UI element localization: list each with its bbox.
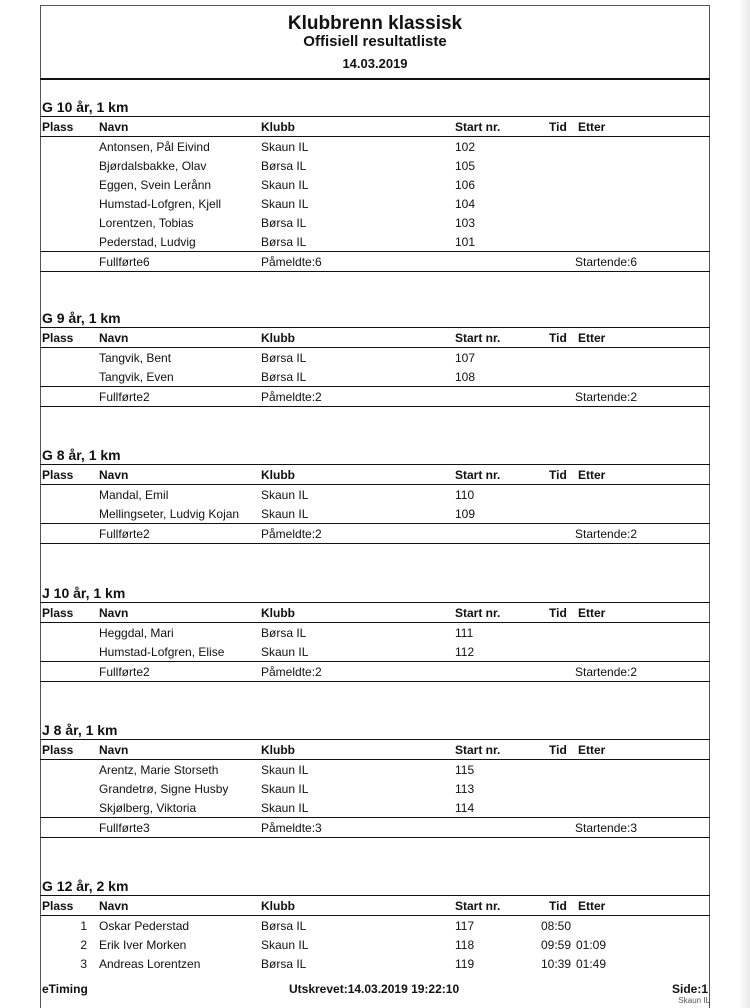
- col-navn: Navn: [99, 743, 129, 757]
- col-plass: Plass: [42, 606, 74, 620]
- col-tid: Tid: [549, 606, 567, 620]
- summary-row: [40, 818, 710, 837]
- cell-start-nr: 106: [455, 178, 476, 192]
- col-navn: Navn: [99, 606, 129, 620]
- column-header-row: [40, 117, 710, 136]
- col-klubb: Klubb: [261, 899, 295, 913]
- cell-name: Antonsen, Pål Eivind: [99, 140, 210, 154]
- cell-behind: 01:09: [576, 938, 607, 952]
- column-header-row: [40, 896, 710, 915]
- cell-start-nr: 104: [455, 197, 476, 211]
- cell-start-nr: 109: [455, 507, 476, 521]
- col-plass: Plass: [42, 331, 74, 345]
- col-plass: Plass: [42, 743, 74, 757]
- cell-name: Skjølberg, Viktoria: [99, 801, 197, 815]
- cell-start-nr: 115: [455, 763, 475, 777]
- summary-starters: Startende:3: [575, 821, 638, 835]
- col-tid: Tid: [549, 331, 567, 345]
- table-row: [40, 954, 710, 973]
- summary-starters: Startende:2: [575, 527, 638, 541]
- table-row: [40, 137, 710, 156]
- col-start-nr: Start nr.: [455, 331, 501, 345]
- cell-club: Skaun IL: [261, 938, 309, 952]
- col-tid: Tid: [549, 743, 567, 757]
- summary-bottom-rule: [40, 543, 710, 544]
- cell-club: Børsa IL: [261, 351, 307, 365]
- summary-row: [40, 252, 710, 271]
- col-start-nr: Start nr.: [455, 743, 501, 757]
- document-subtitle: Offisiell resultatliste: [303, 33, 447, 50]
- table-row: [40, 623, 710, 642]
- summary-registered: Påmeldte:3: [261, 821, 322, 835]
- col-navn: Navn: [99, 899, 129, 913]
- cell-name: Pederstad, Ludvig: [99, 235, 196, 249]
- table-row: [40, 348, 710, 367]
- footer-software: eTiming: [42, 982, 88, 996]
- col-klubb: Klubb: [261, 468, 295, 482]
- cell-time: 08:50: [541, 919, 572, 933]
- col-etter: Etter: [578, 743, 606, 757]
- summary-finished: Fullførte6: [99, 255, 150, 269]
- summary-bottom-rule: [40, 837, 710, 838]
- cell-club: Børsa IL: [261, 626, 307, 640]
- col-tid: Tid: [549, 899, 567, 913]
- cell-start-nr: 103: [455, 216, 476, 230]
- cell-time: 09:59: [541, 938, 572, 952]
- col-klubb: Klubb: [261, 743, 295, 757]
- cell-start-nr: 105: [455, 159, 476, 173]
- cell-name: Humstad-Lofgren, Elise: [99, 645, 225, 659]
- document-date: 14.03.2019: [342, 56, 408, 71]
- table-row: [40, 935, 710, 954]
- cell-place: 1: [80, 919, 87, 933]
- footer-page-number: Side:1: [671, 982, 708, 996]
- summary-bottom-rule: [40, 681, 710, 682]
- cell-start-nr: 111: [455, 626, 474, 640]
- table-row: [40, 916, 710, 935]
- col-etter: Etter: [578, 331, 606, 345]
- cell-start-nr: 102: [455, 140, 476, 154]
- cell-name: Heggdal, Mari: [99, 626, 174, 640]
- cell-club: Skaun IL: [261, 782, 309, 796]
- class-title: G 9 år, 1 km: [42, 310, 121, 326]
- result-section: [40, 98, 710, 272]
- table-row: [40, 175, 710, 194]
- col-start-nr: Start nr.: [455, 606, 501, 620]
- document-title: Klubbrenn klassisk: [287, 13, 463, 34]
- col-etter: Etter: [578, 120, 606, 134]
- cell-place: 3: [80, 957, 87, 971]
- document-header: [0, 14, 750, 71]
- summary-row: [40, 387, 710, 406]
- summary-registered: Påmeldte:2: [261, 665, 322, 679]
- col-navn: Navn: [99, 468, 129, 482]
- col-etter: Etter: [578, 899, 606, 913]
- table-row: [40, 232, 710, 251]
- col-start-nr: Start nr.: [455, 120, 501, 134]
- cell-behind: 01:49: [576, 957, 607, 971]
- column-header-row: [40, 328, 710, 347]
- cell-start-nr: 108: [455, 370, 476, 384]
- class-title: G 12 år, 2 km: [42, 878, 129, 894]
- col-klubb: Klubb: [261, 606, 295, 620]
- page-footer: [40, 982, 710, 998]
- cell-start-nr: 112: [455, 645, 475, 659]
- column-header-row: [40, 740, 710, 759]
- col-plass: Plass: [42, 468, 74, 482]
- col-navn: Navn: [99, 120, 129, 134]
- cell-club: Skaun IL: [261, 197, 309, 211]
- cell-club: Skaun IL: [261, 645, 309, 659]
- col-start-nr: Start nr.: [455, 899, 501, 913]
- footer-club: Skaun IL: [678, 996, 710, 1005]
- summary-finished: Fullførte2: [99, 665, 150, 679]
- table-row: [40, 760, 710, 779]
- cell-club: Børsa IL: [261, 159, 307, 173]
- summary-starters: Startende:2: [575, 665, 638, 679]
- class-title: G 10 år, 1 km: [42, 99, 129, 115]
- summary-finished: Fullførte2: [99, 527, 150, 541]
- table-row: [40, 194, 710, 213]
- cell-start-nr: 107: [455, 351, 476, 365]
- cell-start-nr: 101: [455, 235, 476, 249]
- col-etter: Etter: [578, 606, 606, 620]
- summary-finished: Fullførte2: [99, 390, 150, 404]
- table-row: [40, 367, 710, 386]
- table-row: [40, 213, 710, 232]
- col-navn: Navn: [99, 331, 129, 345]
- cell-start-nr: 119: [455, 957, 475, 971]
- cell-name: Tangvik, Bent: [99, 351, 172, 365]
- cell-start-nr: 110: [455, 488, 475, 502]
- col-plass: Plass: [42, 120, 74, 134]
- class-title: J 8 år, 1 km: [42, 722, 118, 738]
- summary-bottom-rule: [40, 271, 710, 272]
- cell-club: Skaun IL: [261, 140, 309, 154]
- class-title: J 10 år, 1 km: [42, 585, 126, 601]
- col-etter: Etter: [578, 468, 606, 482]
- summary-row: [40, 662, 710, 681]
- result-section: [40, 584, 710, 682]
- table-row: [40, 798, 710, 817]
- cell-start-nr: 113: [455, 782, 475, 796]
- cell-start-nr: 117: [455, 919, 475, 933]
- summary-registered: Påmeldte:6: [261, 255, 322, 269]
- cell-name: Arentz, Marie Storseth: [99, 763, 219, 777]
- page-border: [40, 5, 710, 6]
- col-tid: Tid: [549, 468, 567, 482]
- cell-club: Skaun IL: [261, 488, 309, 502]
- page-edge-shadow: [738, 0, 750, 1008]
- cell-club: Skaun IL: [261, 763, 309, 777]
- summary-registered: Påmeldte:2: [261, 527, 322, 541]
- col-tid: Tid: [549, 120, 567, 134]
- cell-name: Oskar Pederstad: [99, 919, 190, 933]
- result-section: [40, 309, 710, 407]
- cell-name: Mellingseter, Ludvig Kojan: [99, 507, 240, 521]
- col-plass: Plass: [42, 899, 74, 913]
- table-row: [40, 642, 710, 661]
- result-section: [40, 877, 710, 973]
- cell-name: Erik Iver Morken: [99, 938, 187, 952]
- cell-name: Humstad-Lofgren, Kjell: [99, 197, 222, 211]
- table-row: [40, 485, 710, 504]
- cell-club: Skaun IL: [261, 507, 309, 521]
- table-row: [40, 779, 710, 798]
- table-row: [40, 156, 710, 175]
- summary-finished: Fullførte3: [99, 821, 150, 835]
- cell-club: Børsa IL: [261, 370, 307, 384]
- class-title: G 8 år, 1 km: [42, 447, 121, 463]
- cell-club: Børsa IL: [261, 235, 307, 249]
- summary-bottom-rule: [40, 406, 710, 407]
- cell-name: Grandetrø, Signe Husby: [99, 782, 229, 796]
- cell-name: Tangvik, Even: [99, 370, 174, 384]
- cell-start-nr: 114: [455, 801, 475, 815]
- cell-name: Andreas Lorentzen: [99, 957, 201, 971]
- cell-club: Børsa IL: [261, 919, 307, 933]
- cell-start-nr: 118: [455, 938, 475, 952]
- cell-name: Lorentzen, Tobias: [99, 216, 194, 230]
- result-section: [40, 721, 710, 838]
- summary-registered: Påmeldte:2: [261, 390, 322, 404]
- cell-name: Bjørdalsbakke, Olav: [99, 159, 207, 173]
- cell-name: Mandal, Emil: [99, 488, 169, 502]
- cell-place: 2: [80, 938, 87, 952]
- col-start-nr: Start nr.: [455, 468, 501, 482]
- col-klubb: Klubb: [261, 120, 295, 134]
- header-divider: [40, 78, 710, 80]
- column-header-row: [40, 465, 710, 484]
- cell-name: Eggen, Svein Lerånn: [99, 178, 212, 192]
- column-header-row: [40, 603, 710, 622]
- cell-club: Børsa IL: [261, 216, 307, 230]
- summary-starters: Startende:6: [575, 255, 638, 269]
- footer-printed: Utskrevet:14.03.2019 19:22:10: [289, 982, 460, 996]
- summary-row: [40, 524, 710, 543]
- col-klubb: Klubb: [261, 331, 295, 345]
- cell-time: 10:39: [541, 957, 572, 971]
- cell-club: Skaun IL: [261, 801, 309, 815]
- cell-club: Skaun IL: [261, 178, 309, 192]
- table-row: [40, 504, 710, 523]
- result-section: [40, 446, 710, 544]
- summary-starters: Startende:2: [575, 390, 638, 404]
- cell-club: Børsa IL: [261, 957, 307, 971]
